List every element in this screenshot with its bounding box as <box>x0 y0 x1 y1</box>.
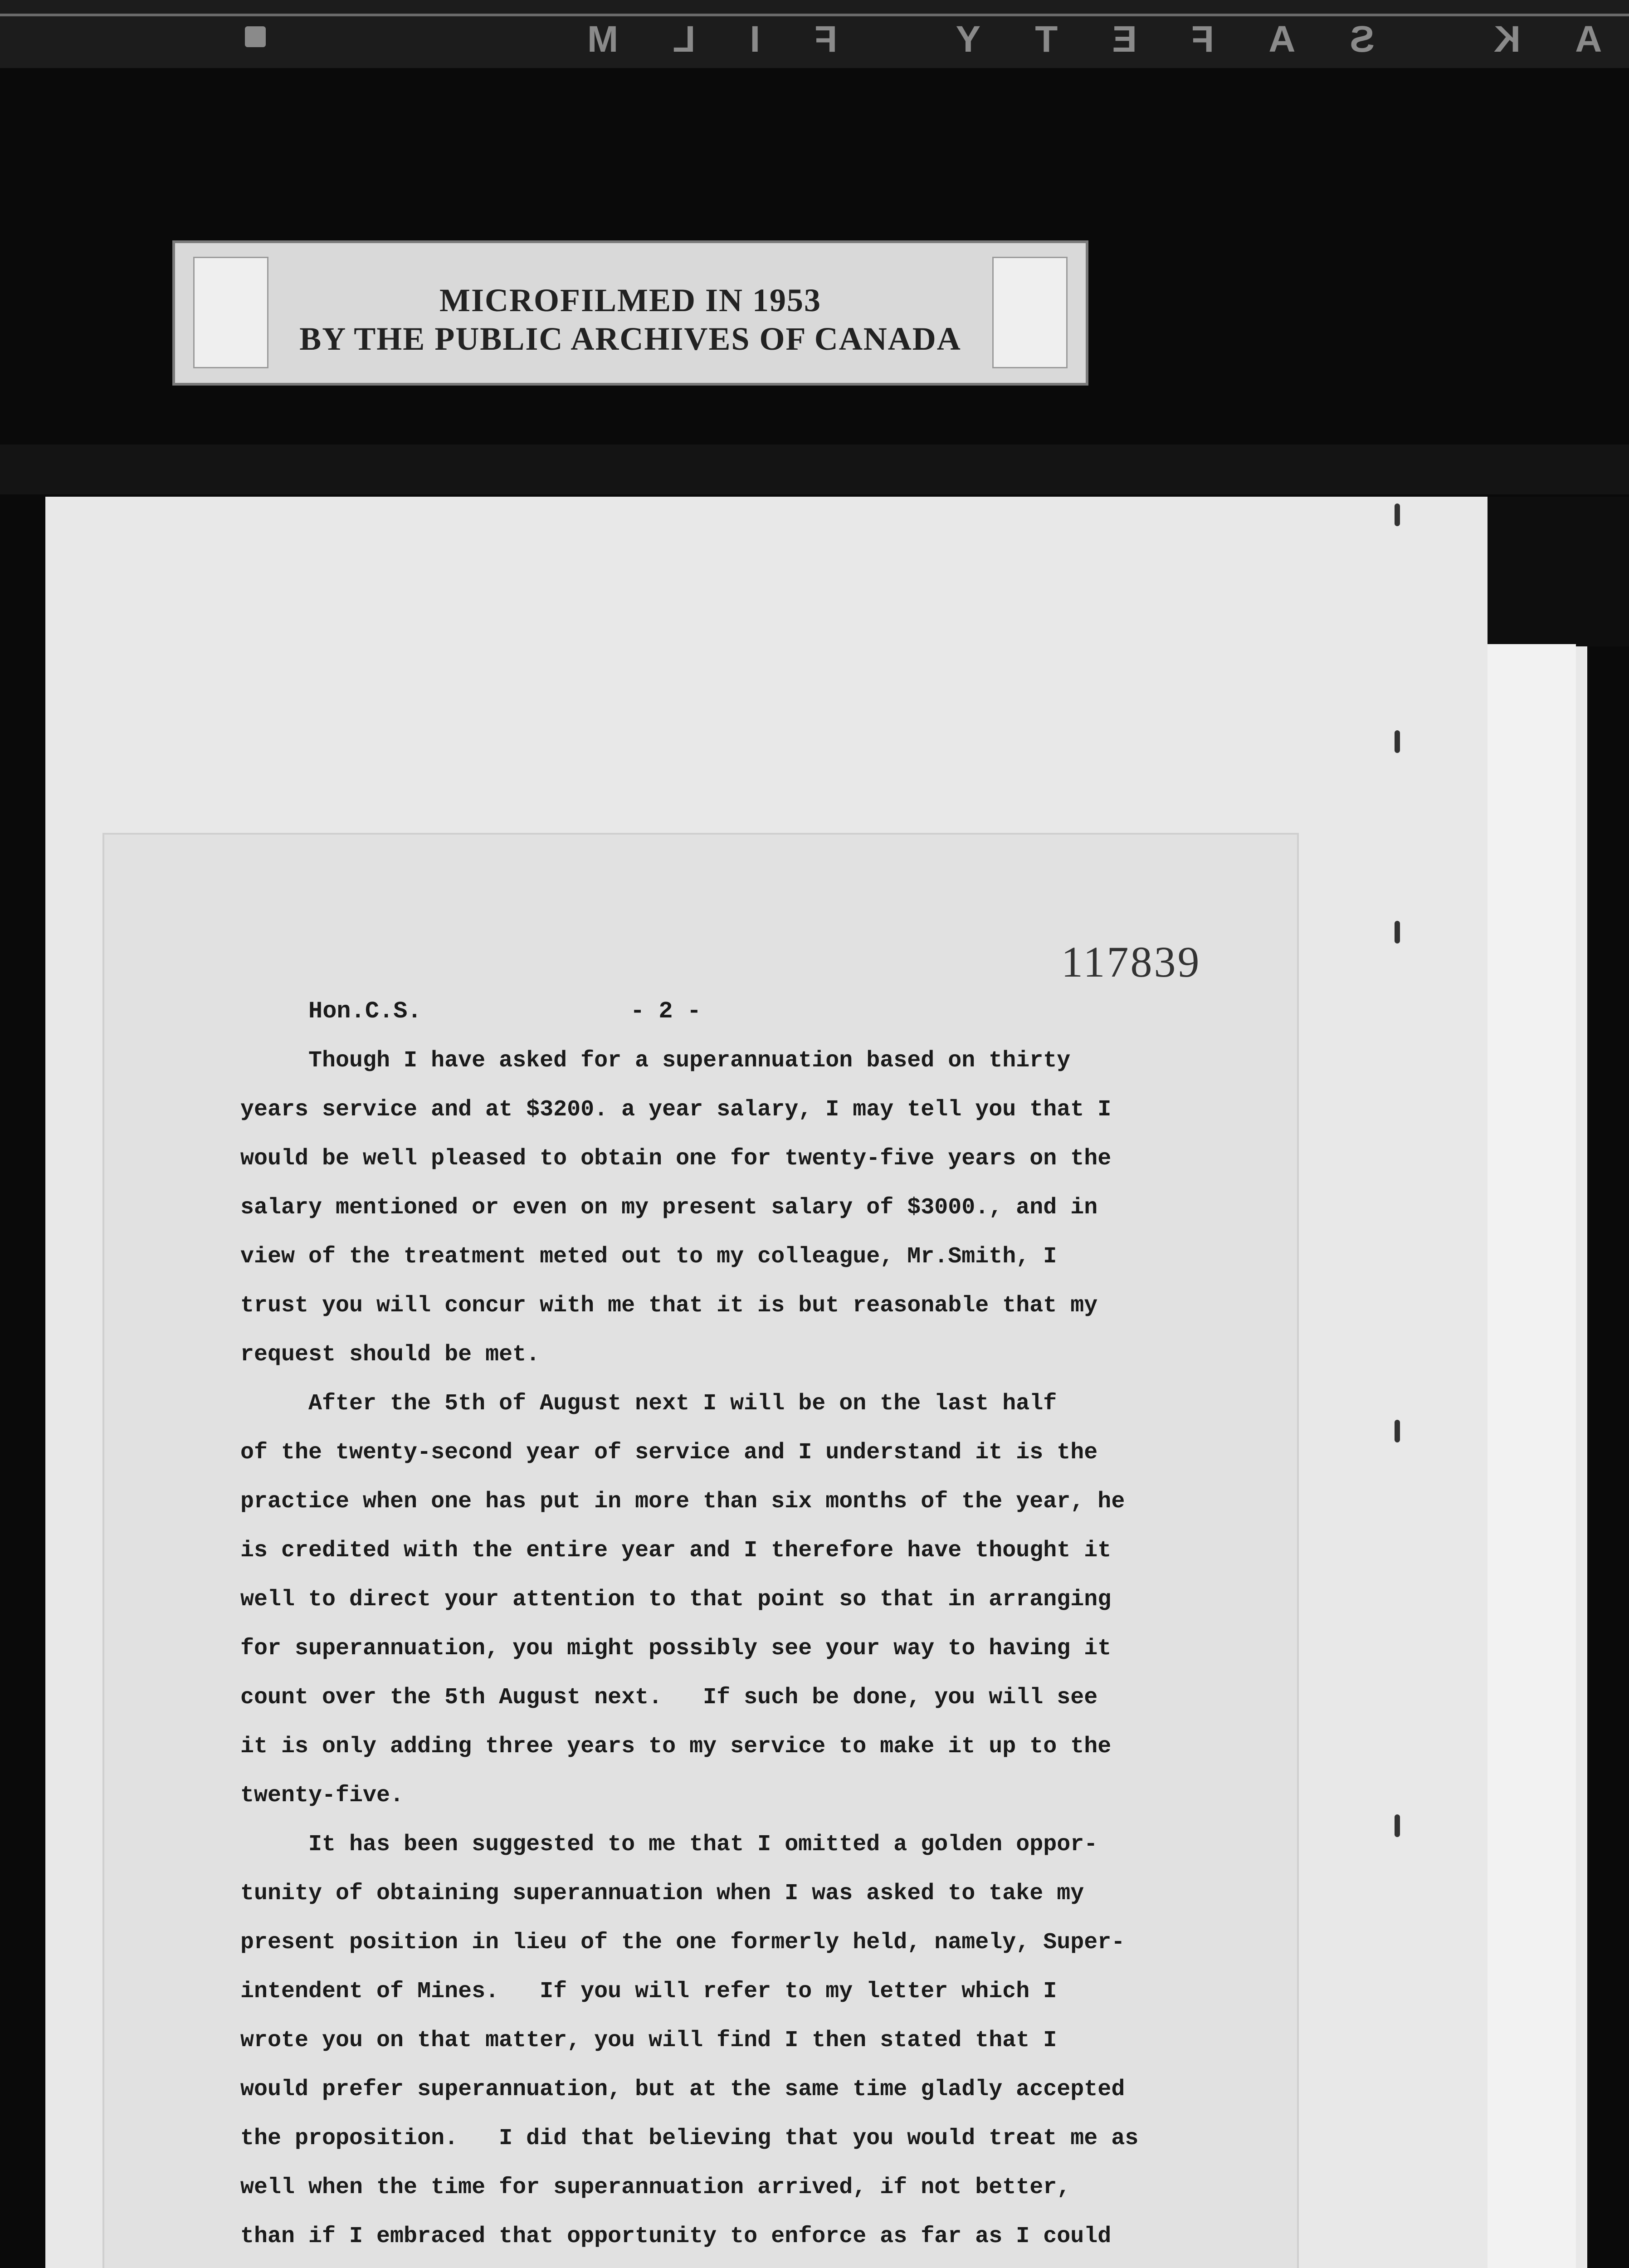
film-edge <box>0 0 1629 68</box>
letter-line: practice when one has put in more than six months of the year, he <box>240 1489 1125 1515</box>
archive-label-line-1: MICROFILMED IN 1953 <box>439 282 821 318</box>
letter-line: the proposition. I did that believing that you would treat me as <box>240 2126 1139 2151</box>
letter-line: well to direct your attention to that point so that in arranging <box>240 1587 1112 1613</box>
letter-line: salary mentioned or even on my present salary of $3000., and in <box>240 1195 1098 1221</box>
letter-line: view of the treatment meted out to my colleague, Mr.Smith, I <box>240 1244 1057 1270</box>
letter-line: years service and at $3200. a year salary, I may tell you that I <box>240 1097 1112 1123</box>
letter-line: present position in lieu of the one formerly held, namely, Super- <box>240 1930 1125 1955</box>
letter-line: wrote you on that matter, you will find I then stated that I <box>240 2028 1057 2053</box>
film-edge-text: AK SAFETY FILM <box>532 19 1602 60</box>
letter-line: count over the 5th August next. If such be done, you will see <box>240 1685 1098 1711</box>
letter-line: Though I have asked for a superannuation based on thirty <box>240 1048 1071 1074</box>
film-perforation <box>1395 921 1400 943</box>
page-number: - 2 - <box>630 998 702 1025</box>
letter-line: would be well pleased to obtain one for twenty-five years on the <box>240 1146 1112 1172</box>
letter-line: intendent of Mines. If you will refer to my letter which I <box>240 1979 1057 2004</box>
letter-line: trust you will concur with me that it is but reasonable that my <box>240 1293 1098 1319</box>
letter-line: than if I embraced that opportunity to enforce as far as I could <box>240 2224 1112 2249</box>
film-dark-band <box>0 445 1629 494</box>
document-number: 117839 <box>1061 938 1201 986</box>
film-perforation <box>1395 1420 1400 1442</box>
letter-line: of the twenty-second year of service and I understand it is the <box>240 1440 1098 1466</box>
archive-label <box>172 240 1088 386</box>
frame-dark-corner <box>1488 497 1629 646</box>
frame-strip-right <box>1488 644 1576 2268</box>
letter-line: would prefer superannuation, but at the same time gladly accepted <box>240 2077 1125 2102</box>
letter-line: It has been suggested to me that I omitted a golden oppor- <box>240 1832 1098 1857</box>
letter-line: After the 5th of August next I will be on the last half <box>240 1391 1057 1417</box>
letter-addressee: Hon.C.S. <box>308 998 422 1025</box>
film-edge-border <box>0 14 1629 16</box>
film-perforation <box>1395 503 1400 526</box>
letter-line: is credited with the entire year and I therefore have thought it <box>240 1538 1112 1564</box>
letter-line: twenty-five. <box>240 1783 404 1809</box>
film-edge-square-icon <box>245 26 266 47</box>
letter-line: for superannuation, you might possibly see your way to having it <box>240 1636 1112 1662</box>
letter-line: tunity of obtaining superannuation when I was asked to take my <box>240 1881 1084 1906</box>
film-perforation <box>1395 1814 1400 1837</box>
letter-line: it is only adding three years to my service to make it up to the <box>240 1734 1112 1760</box>
letter-line: well when the time for superannuation arrived, if not better, <box>240 2175 1071 2200</box>
letter-line: request should be met. <box>240 1342 540 1368</box>
film-perforation <box>1395 730 1400 753</box>
archive-label-line-2: BY THE PUBLIC ARCHIVES OF CANADA <box>299 321 961 357</box>
